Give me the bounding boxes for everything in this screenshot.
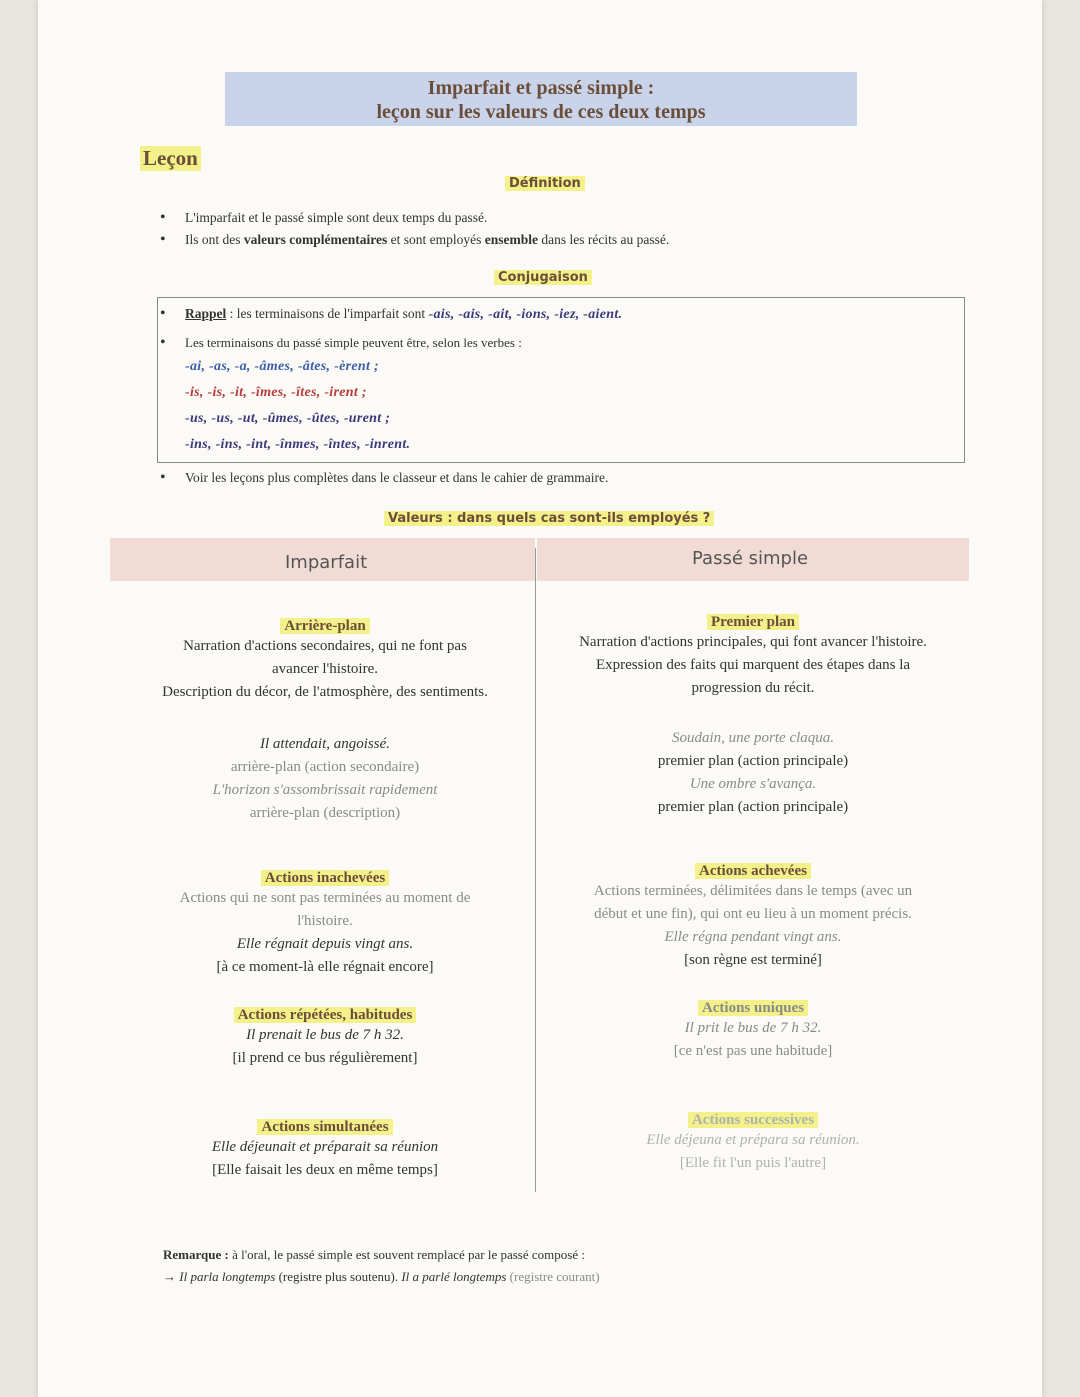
conjugaison-heading-text: Conjugaison bbox=[494, 270, 592, 285]
uniques-title: Actions uniques bbox=[698, 1000, 808, 1016]
rappel-label: Rappel bbox=[185, 306, 227, 321]
ps-terms-2: -is, -is, -it, -îmes, -îtes, -irent ; bbox=[185, 385, 367, 400]
lecon-label: Leçon bbox=[140, 146, 201, 171]
achevees-title: Actions achevées bbox=[695, 863, 811, 879]
definition-bullet-2-part-c: et sont employés bbox=[387, 232, 485, 247]
achevees-line-1: Actions terminées, délimitées dans le temps (avec un bbox=[593, 883, 913, 899]
simultanees-example: Elle déjeunait et préparait sa réunion bbox=[211, 1139, 439, 1155]
definition-bullet-2-part-a: Ils ont des bbox=[185, 232, 244, 247]
remarque-arrow: → bbox=[163, 1269, 180, 1284]
achevees-line-2: début et une fin), qui ont eu lieu à un moment précis. bbox=[594, 906, 912, 922]
arriere-plan-example-2-note: arrière-plan (description) bbox=[249, 805, 401, 821]
premier-plan-example-1: Soudain, une porte claqua. bbox=[671, 730, 835, 746]
inachevees-note: [à ce moment-là elle régnait encore] bbox=[216, 959, 434, 975]
simultanees-title: Actions simultanées bbox=[257, 1119, 392, 1135]
inachevees-line-2: l'histoire. bbox=[297, 913, 353, 929]
remarque-text: à l'oral, le passé simple est souvent remplacé par le passé composé : bbox=[228, 1247, 585, 1262]
ps-intro: • Les terminaisons du passé simple peuvent être, selon les verbes : bbox=[185, 333, 522, 353]
arriere-plan-examples bbox=[110, 733, 540, 825]
premier-plan-examples bbox=[537, 727, 969, 819]
remarque-example-2-note: (registre courant) bbox=[506, 1269, 600, 1284]
premier-plan-example-1-note: premier plan (action principale) bbox=[657, 753, 849, 769]
ps-terms-3: -us, -us, -ut, -ûmes, -ûtes, -urent ; bbox=[185, 411, 391, 426]
premier-plan-block bbox=[537, 614, 969, 700]
arriere-plan-line-3: Description du décor, de l'atmosphère, des sentiments. bbox=[162, 684, 488, 700]
definition-bullet-2-part-d: ensemble bbox=[484, 232, 538, 247]
valeurs-heading-text: Valeurs : dans quels cas sont-ils employés ? bbox=[384, 511, 714, 526]
uniques-note: [ce n'est pas une habitude] bbox=[673, 1043, 833, 1059]
definition-heading-text: Définition bbox=[505, 176, 585, 191]
successives-block bbox=[537, 1112, 969, 1175]
achevees-note: [son règne est terminé] bbox=[684, 952, 822, 968]
remarque-block bbox=[163, 1244, 883, 1288]
passe-simple-header-text: Passé simple bbox=[692, 548, 809, 569]
imparfait-header-text: Imparfait bbox=[285, 552, 368, 573]
arriere-plan-example-1: Il attendait, angoissé. bbox=[260, 736, 390, 752]
inachevees-block bbox=[110, 870, 540, 979]
valeurs-heading bbox=[384, 511, 714, 526]
title-line-2: leçon sur les valeurs de ces deux temps bbox=[376, 101, 706, 123]
inachevees-example: Elle régnait depuis vingt ans. bbox=[236, 936, 414, 952]
premier-plan-line-3: progression du récit. bbox=[691, 680, 815, 696]
arriere-plan-title: Arrière-plan bbox=[280, 618, 369, 634]
ps-terms-1: -ai, -as, -a, -âmes, -âtes, -èrent ; bbox=[185, 359, 379, 374]
arriere-plan-block bbox=[110, 618, 540, 704]
definition-bullet-1: • L'imparfait et le passé simple sont deux temps du passé. bbox=[185, 208, 487, 228]
premier-plan-title: Premier plan bbox=[707, 614, 799, 630]
remarque-label: Remarque : bbox=[163, 1247, 229, 1262]
arriere-plan-example-1-note: arrière-plan (action secondaire) bbox=[230, 759, 420, 775]
uniques-block bbox=[537, 1000, 969, 1063]
arriere-plan-line-1: Narration d'actions secondaires, qui ne font pas bbox=[183, 638, 467, 654]
achevees-block bbox=[537, 863, 969, 972]
passe-simple-column-header bbox=[537, 538, 969, 581]
title-banner bbox=[225, 72, 857, 126]
conjugaison-heading bbox=[494, 270, 592, 285]
achevees-example: Elle régna pendant vingt ans. bbox=[664, 929, 842, 945]
remarque-line-1 bbox=[163, 1244, 883, 1266]
definition-bullet-2-part-e: dans les récits au passé. bbox=[537, 232, 670, 247]
rappel-line bbox=[185, 304, 622, 325]
repetees-example: Il prenait le bus de 7 h 32. bbox=[246, 1027, 404, 1043]
definition-bullet-2 bbox=[185, 230, 669, 250]
definition-bullet-2-part-b: valeurs complémentaires bbox=[243, 232, 388, 247]
remarque-example-2: Il a parlé longtemps bbox=[401, 1269, 507, 1284]
successives-note: [Elle fit l'un puis l'autre] bbox=[679, 1155, 827, 1171]
repetees-block bbox=[110, 1007, 540, 1070]
remarque-line-2 bbox=[163, 1266, 883, 1288]
rappel-text: : les terminaisons de l'imparfait sont bbox=[226, 306, 429, 321]
premier-plan-example-2-note: premier plan (action principale) bbox=[657, 799, 849, 815]
inachevees-line-1: Actions qui ne sont pas terminées au moment de bbox=[179, 890, 471, 906]
repetees-title: Actions répétées, habitudes bbox=[234, 1007, 417, 1023]
remarque-example-1-note: (registre plus soutenu). bbox=[275, 1269, 402, 1284]
inachevees-title: Actions inachevées bbox=[261, 870, 389, 886]
premier-plan-example-2: Une ombre s'avança. bbox=[689, 776, 817, 792]
uniques-example: Il prit le bus de 7 h 32. bbox=[684, 1020, 822, 1036]
remarque-example-1: Il parla longtemps bbox=[179, 1269, 276, 1284]
definition-heading bbox=[505, 176, 585, 191]
simultanees-note: [Elle faisait les deux en même temps] bbox=[212, 1162, 438, 1178]
voir-bullet: • Voir les leçons plus complètes dans le classeur et dans le cahier de grammaire. bbox=[185, 468, 608, 488]
simultanees-block bbox=[110, 1119, 540, 1182]
arriere-plan-example-2: L'horizon s'assombrissait rapidement bbox=[212, 782, 438, 798]
ps-terms-4: -ins, -ins, -int, -înmes, -întes, -inrent. bbox=[185, 437, 411, 452]
successives-title: Actions successives bbox=[688, 1112, 818, 1128]
premier-plan-line-1: Narration d'actions principales, qui font avancer l'histoire. bbox=[579, 634, 927, 650]
repetees-note: [il prend ce bus régulièrement] bbox=[232, 1050, 418, 1066]
successives-example: Elle déjeuna et prépara sa réunion. bbox=[646, 1132, 860, 1148]
arriere-plan-line-2: avancer l'histoire. bbox=[272, 661, 378, 677]
imparfait-column-header bbox=[110, 538, 535, 581]
title-line-1: Imparfait et passé simple : bbox=[427, 77, 655, 99]
premier-plan-line-2: Expression des faits qui marquent des étapes dans la bbox=[595, 657, 911, 673]
rappel-terms: -ais, -ais, -ait, -ions, -iez, -aient. bbox=[428, 307, 623, 322]
